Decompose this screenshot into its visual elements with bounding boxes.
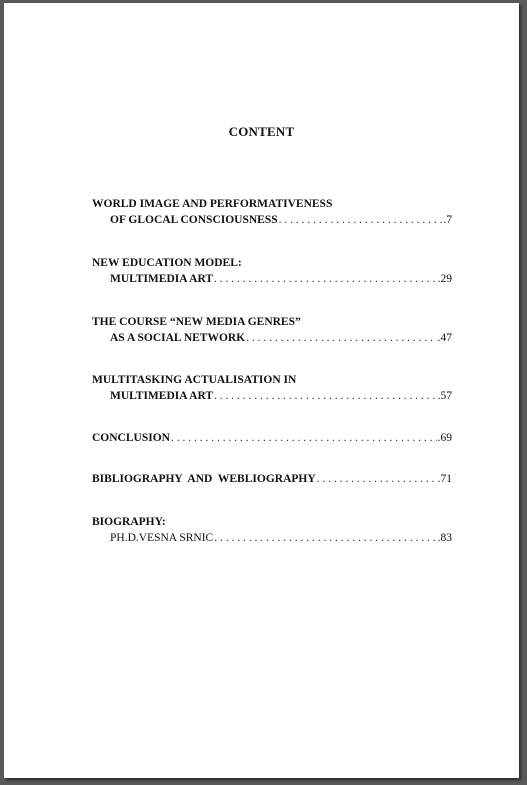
toc-entry — [92, 255, 452, 287]
toc-page-number: .69 — [437, 432, 452, 444]
toc-entry-subheading: AS A SOCIAL NETWORK — [110, 332, 246, 344]
page-title: CONTENT — [228, 124, 295, 139]
toc-page-number: .83 — [437, 532, 452, 544]
toc-entry-line — [92, 388, 452, 404]
dot-leader — [246, 330, 436, 346]
toc-entry-heading: THE COURSE “NEW MEDIA GENRES” — [92, 316, 301, 328]
toc-entry-line — [92, 430, 452, 446]
toc-entry — [92, 471, 452, 487]
toc-entry-subheading: MULTIMEDIA ART — [110, 273, 214, 285]
dot-leader — [214, 271, 437, 287]
toc-page-number: .29 — [437, 273, 452, 285]
toc-entry-subheading: MULTIMEDIA ART — [110, 390, 214, 402]
toc-entry-line — [92, 530, 452, 546]
dot-leader — [317, 471, 437, 487]
toc-entry-subheading: PH.D.VESNA SRNIC — [110, 532, 214, 544]
toc-entry — [92, 196, 452, 228]
toc-entry-heading: CONCLUSION — [92, 432, 170, 444]
toc-entry-subheading: OF GLOCAL CONSCIOUSNESS — [110, 214, 278, 226]
toc-entry-line — [92, 330, 452, 346]
dot-leader — [279, 212, 443, 228]
toc-entry-line — [92, 212, 452, 228]
toc-entry-heading: BIOGRAPHY: — [92, 516, 166, 528]
toc-page-number: .47 — [437, 332, 452, 344]
toc-entry — [92, 430, 452, 446]
toc-entry — [92, 314, 452, 346]
toc-entry-line — [92, 271, 452, 287]
toc-page-number: .71 — [437, 473, 452, 485]
toc-entry-line — [92, 471, 452, 487]
dot-leader — [171, 430, 437, 446]
toc-entry-heading: NEW EDUCATION MODEL: — [92, 257, 242, 269]
toc-entry-heading: BIBLIOGRAPHY AND WEBLIOGRAPHY — [92, 473, 316, 485]
toc-entry-heading: WORLD IMAGE AND PERFORMATIVENESS — [92, 198, 333, 210]
toc-entry — [92, 514, 452, 546]
document-page — [4, 3, 519, 778]
toc-page-number: .7 — [443, 214, 452, 226]
toc-entry-heading: MULTITASKING ACTUALISATION IN — [92, 374, 297, 386]
dot-leader — [214, 388, 437, 404]
toc-entry — [92, 372, 452, 404]
dot-leader — [214, 530, 436, 546]
toc-page-number: .57 — [437, 390, 452, 402]
